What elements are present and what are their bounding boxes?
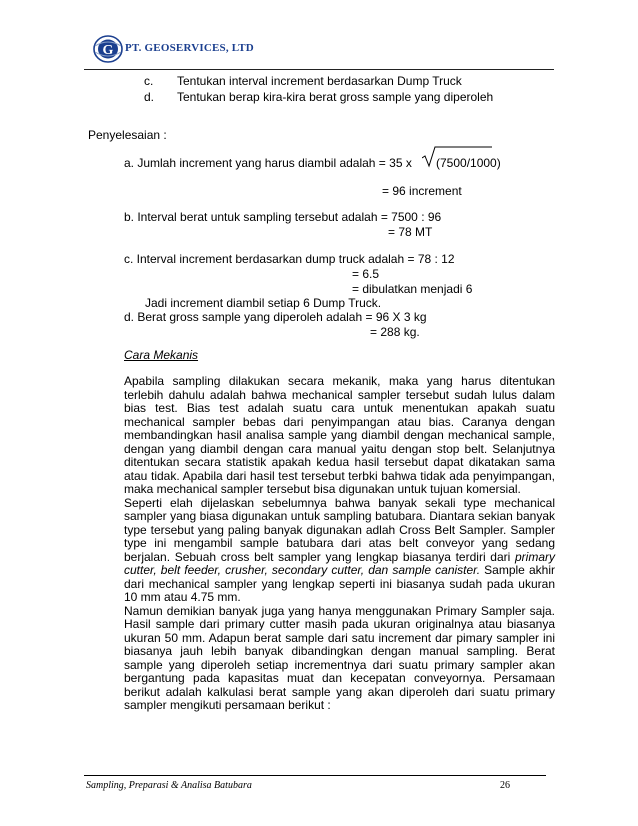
company-name: PT. GEOSERVICES, LTD [125, 42, 254, 54]
paragraph-cross-belt-end: Sample akhir dari mechanical sampler yang lengkap seperti ini biasanya sudah pada ukuran 10 mm atau 4.75 mm. [124, 563, 555, 604]
company-logo-icon [92, 34, 124, 64]
paragraph-primary-sampler: Namun demikian banyak juga yang hanya menggunakan Primary Sampler saja. Hasil sample dari primary cutter masih pada ukuran originalnya atau biasanya ukuran 50 mm. Adapun berat sample dari satu increment dar pimary sampler ini biasanya jauh lebih banyak dibandingkan dengan manual sampling. Berat sample yang diperoleh setiap incrementnya dari suatu primary sampler akan bergantung pada kapasitas muat dan kecepatan conveyornya. Persamaan berikut adalah kalkulasi berat sample yang akan diperoleh dari suatu primary sampler mengikuti persamaan berikut : [124, 603, 555, 712]
footer-divider [84, 775, 546, 776]
body-text [124, 375, 555, 713]
paragraph-cross-belt-start: Seperti elah dijelaskan sebelumnya bahwa banyak sekali type mechanical sampler yang biasa digunakan untuk sampling batubara. Diantara sekian banyak type tersebut yang paling banyak digunakan adlah Cross Belt Sampler. Sampler type ini mengambil sample batubara dari atas belt conveyor yang sedang berjalan. Sebuah cross belt sampler yang lengkap biasanya terdiri dari [124, 495, 555, 564]
solution-a-label: a. Jumlah increment yang harus diambil adalah = 35 x [124, 156, 412, 170]
solution-a-radicand: (7500/1000) [436, 156, 501, 170]
list-marker-d: d. [144, 90, 155, 104]
footer-title: Sampling, Preparasi & Analisa Batubara [86, 780, 252, 791]
list-item-c: Tentukan interval increment berdasarkan Dump Truck [177, 74, 462, 88]
solution-b-label: b. Interval berat untuk sampling tersebut adalah = 7500 : 96 [124, 210, 442, 224]
solution-heading: Penyelesaian : [88, 128, 167, 142]
solution-d-label: d. Berat gross sample yang diperoleh adalah = 96 X 3 kg [124, 310, 427, 324]
solution-a-result: = 96 increment [382, 184, 462, 198]
paragraph-bias-test: Apabila sampling dilakukan secara mekanik, maka yang harus ditentukan terlebih dahulu adalah bahwa mechanical sampler tersebut sudah lulus dalam bias test. Bias test adalah suatu cara untuk menentukan apakah suatu mechanical sampler bebas dari penyimpangan atau bias. Caranya dengan membandingkan hasil analisa sample yang diambil dengan mechanical sample, dengan yang diambil dengan cara manual yaitu dengan stop belt. Selanjutnya ditentukan secara statistik apakah kedua hasil tersebut dapat dikatakan sama atau tidak. Apabila dari hasil test tersebut terbki bahwa tidak ada penyimpangan, maka mechanical sampler tersebut bisa digunakan untuk tujuan komersial. [124, 374, 555, 496]
list-item-d: Tentukan berap kira-kira berat gross sample yang diperoleh [177, 90, 494, 104]
solution-c-note: Jadi increment diambil setiap 6 Dump Truck. [145, 296, 382, 310]
paragraph-cross-belt [124, 497, 555, 605]
list-marker-c: c. [144, 74, 154, 88]
header-divider [84, 69, 554, 70]
solution-d-result: = 288 kg. [370, 325, 420, 339]
logo-letter: G [102, 43, 114, 58]
solution-c-label: c. Interval increment berdasarkan dump truck adalah = 78 : 12 [124, 252, 455, 266]
solution-b-result: = 78 MT [388, 225, 433, 239]
page-number: 26 [500, 780, 510, 791]
section-heading: Cara Mekanis [124, 348, 199, 362]
solution-c-result-1: = 6.5 [352, 267, 380, 281]
solution-c-result-2: = dibulatkan menjadi 6 [352, 282, 473, 296]
paragraph-cross-belt-components: primary cutter, belt feeder, crusher, secondary cutter, dan sample canister. [124, 549, 555, 577]
